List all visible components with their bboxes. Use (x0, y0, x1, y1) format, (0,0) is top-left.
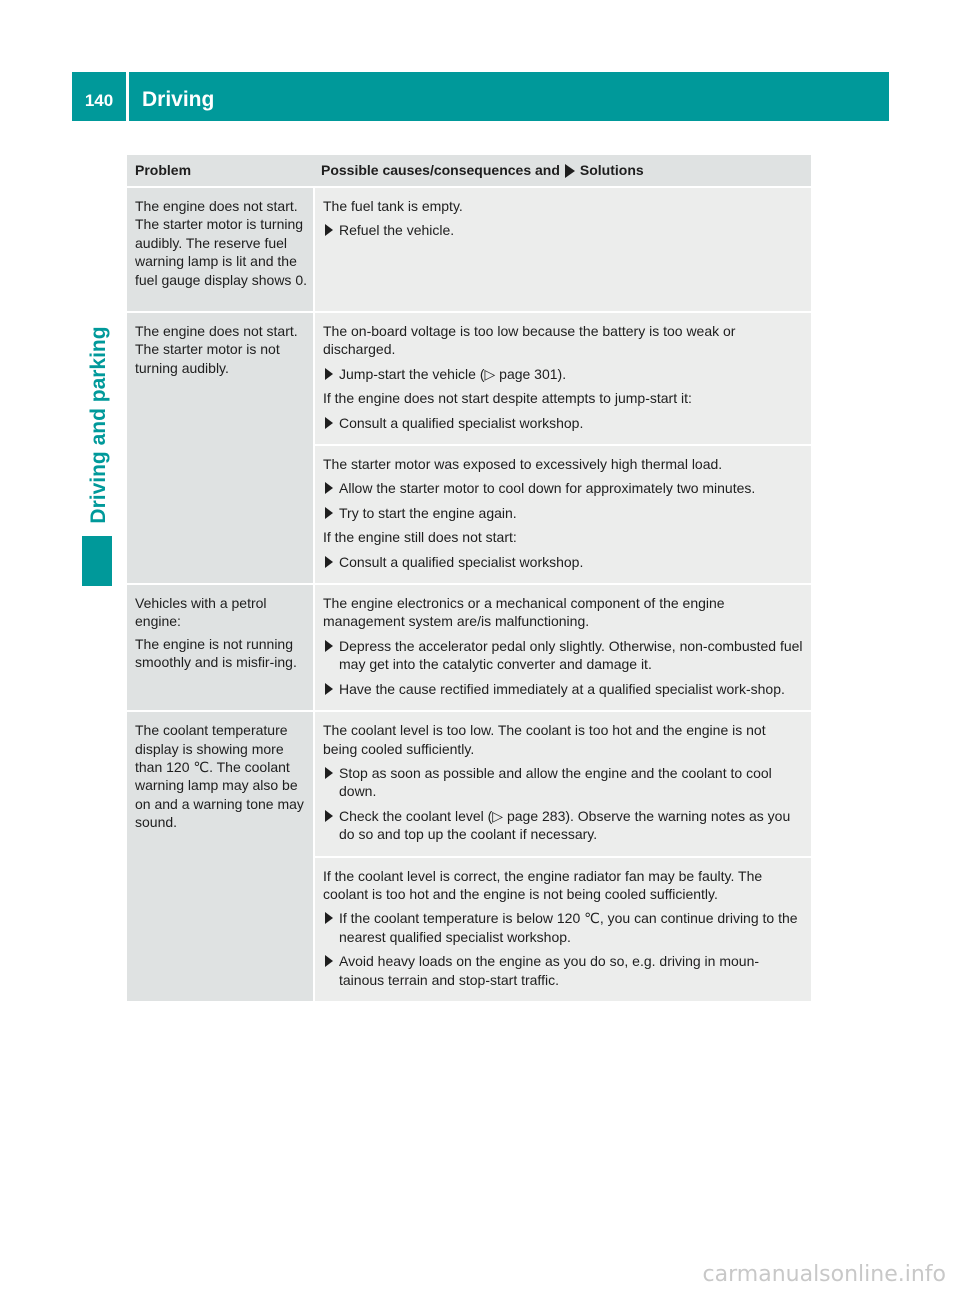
solution-cell (315, 188, 811, 311)
step-text: Try to start the engine again. (339, 504, 517, 521)
cause-block (315, 446, 811, 583)
problem-cell (127, 313, 313, 583)
solution-step (323, 680, 803, 698)
table-row (127, 712, 811, 1001)
solution-cell (315, 585, 811, 710)
solution-step (323, 221, 803, 239)
cause-block (315, 313, 811, 444)
step-text: Stop as soon as possible and allow the engine and the coolant to cool down. (339, 764, 772, 800)
page-number: 140 (84, 91, 114, 110)
step-arrow-icon (325, 368, 333, 380)
table-row (127, 313, 811, 583)
cause-text: The starter motor was exposed to excessively high thermal load. (323, 456, 723, 473)
step-text: Depress the accelerator pedal only slightly. Otherwise, non-combusted fuel may get into the catalytic converter and damage it. (339, 637, 803, 673)
problem-text: The engine does not start. The starter motor is turning audibly. The reserve fuel warning lamp is lit and the fuel gauge display shows 0. (135, 198, 307, 288)
step-text: Refuel the vehicle. (339, 222, 455, 239)
cause-text: If the engine does not start despite attempts to jump-start it: (323, 390, 692, 407)
column-header-solutions (313, 155, 811, 186)
solution-step (323, 807, 803, 844)
solution-cell (315, 712, 811, 1001)
solution-step (323, 414, 803, 432)
solution-cell (315, 313, 811, 583)
cause-text: The coolant level is too low. The coolant is too hot and the engine is not being cooled sufficiently. (323, 722, 766, 757)
cause-block (315, 858, 811, 1001)
table-row (127, 188, 811, 311)
table-row (127, 585, 811, 710)
step-arrow-icon (325, 507, 333, 519)
problem-cell (127, 188, 313, 311)
cause-block (315, 712, 811, 855)
step-arrow-icon (565, 164, 575, 178)
step-arrow-icon (325, 810, 333, 822)
step-text: If the coolant temperature is below 120 ℃, you can continue driving to the nearest qualified specialist workshop. (339, 910, 798, 945)
step-arrow-icon (325, 912, 333, 924)
step-text: Consult a qualified specialist workshop. (339, 553, 584, 570)
column-header-problem: Problem (135, 162, 192, 178)
step-text: Check the coolant level (▷ page 283). Observe the warning notes as you do so and top up the coolant if necessary. (339, 807, 791, 843)
step-text: Avoid heavy loads on the engine as you do so, e.g. driving in moun-tainous terrain and stop-start traffic. (339, 953, 760, 988)
step-arrow-icon (325, 482, 333, 494)
page-header (72, 72, 889, 121)
troubleshooting-table (127, 155, 811, 1003)
step-text: Jump-start the vehicle (▷ page 301). (339, 365, 567, 382)
problem-text: The engine is not running smoothly and is misfir-ing. (135, 635, 297, 671)
watermark: carmanualsonline.info (702, 1262, 946, 1287)
step-arrow-icon (325, 683, 333, 695)
problem-cell (127, 585, 313, 710)
step-arrow-icon (325, 640, 333, 652)
solution-step (323, 764, 803, 801)
step-arrow-icon (325, 417, 333, 429)
cause-text: If the engine still does not start: (323, 529, 517, 546)
page-title: Driving (142, 88, 215, 111)
step-text: Consult a qualified specialist workshop. (339, 414, 584, 431)
problem-text: Vehicles with a petrol engine: (135, 595, 267, 630)
header-divider (126, 72, 129, 121)
problem-text: The coolant temperature display is showing more than 120 ℃. The coolant warning lamp may also be on and a warning tone may sound. (135, 722, 304, 831)
table-header-row (127, 155, 811, 186)
solution-step (323, 909, 803, 946)
solution-step (323, 952, 803, 989)
problem-text: The engine does not start. The starter motor is not turning audibly. (135, 323, 298, 376)
cause-text: If the coolant level is correct, the engine radiator fan may be faulty. The coolant is too hot and the engine is not being cooled sufficiently. (323, 867, 763, 902)
column-header-solutions-text: Possible causes/consequences and (321, 162, 560, 178)
step-arrow-icon (325, 767, 333, 779)
step-arrow-icon (325, 556, 333, 568)
solution-step (323, 365, 803, 383)
section-marker-block (82, 536, 112, 586)
column-header-solutions-text-2: Solutions (579, 162, 644, 178)
solution-step (323, 637, 803, 674)
step-text: Have the cause rectified immediately at a qualified specialist work-shop. (339, 680, 785, 697)
cause-block (315, 585, 811, 710)
section-side-label (79, 305, 119, 545)
step-arrow-icon (325, 955, 333, 967)
cause-text: The on-board voltage is too low because the battery is too weak or discharged. (323, 323, 736, 358)
solution-step (323, 553, 803, 571)
cause-text: The engine electronics or a mechanical component of the engine management system are/is malfunctioning. (323, 595, 725, 630)
solution-step (323, 479, 803, 497)
cause-block (315, 188, 811, 311)
step-text: Allow the starter motor to cool down for approximately two minutes. (339, 480, 756, 497)
cause-text: The fuel tank is empty. (323, 198, 463, 214)
solution-step (323, 504, 803, 522)
problem-cell (127, 712, 313, 1001)
step-arrow-icon (325, 224, 333, 236)
section-side-label-text: Driving and parking (87, 326, 110, 524)
